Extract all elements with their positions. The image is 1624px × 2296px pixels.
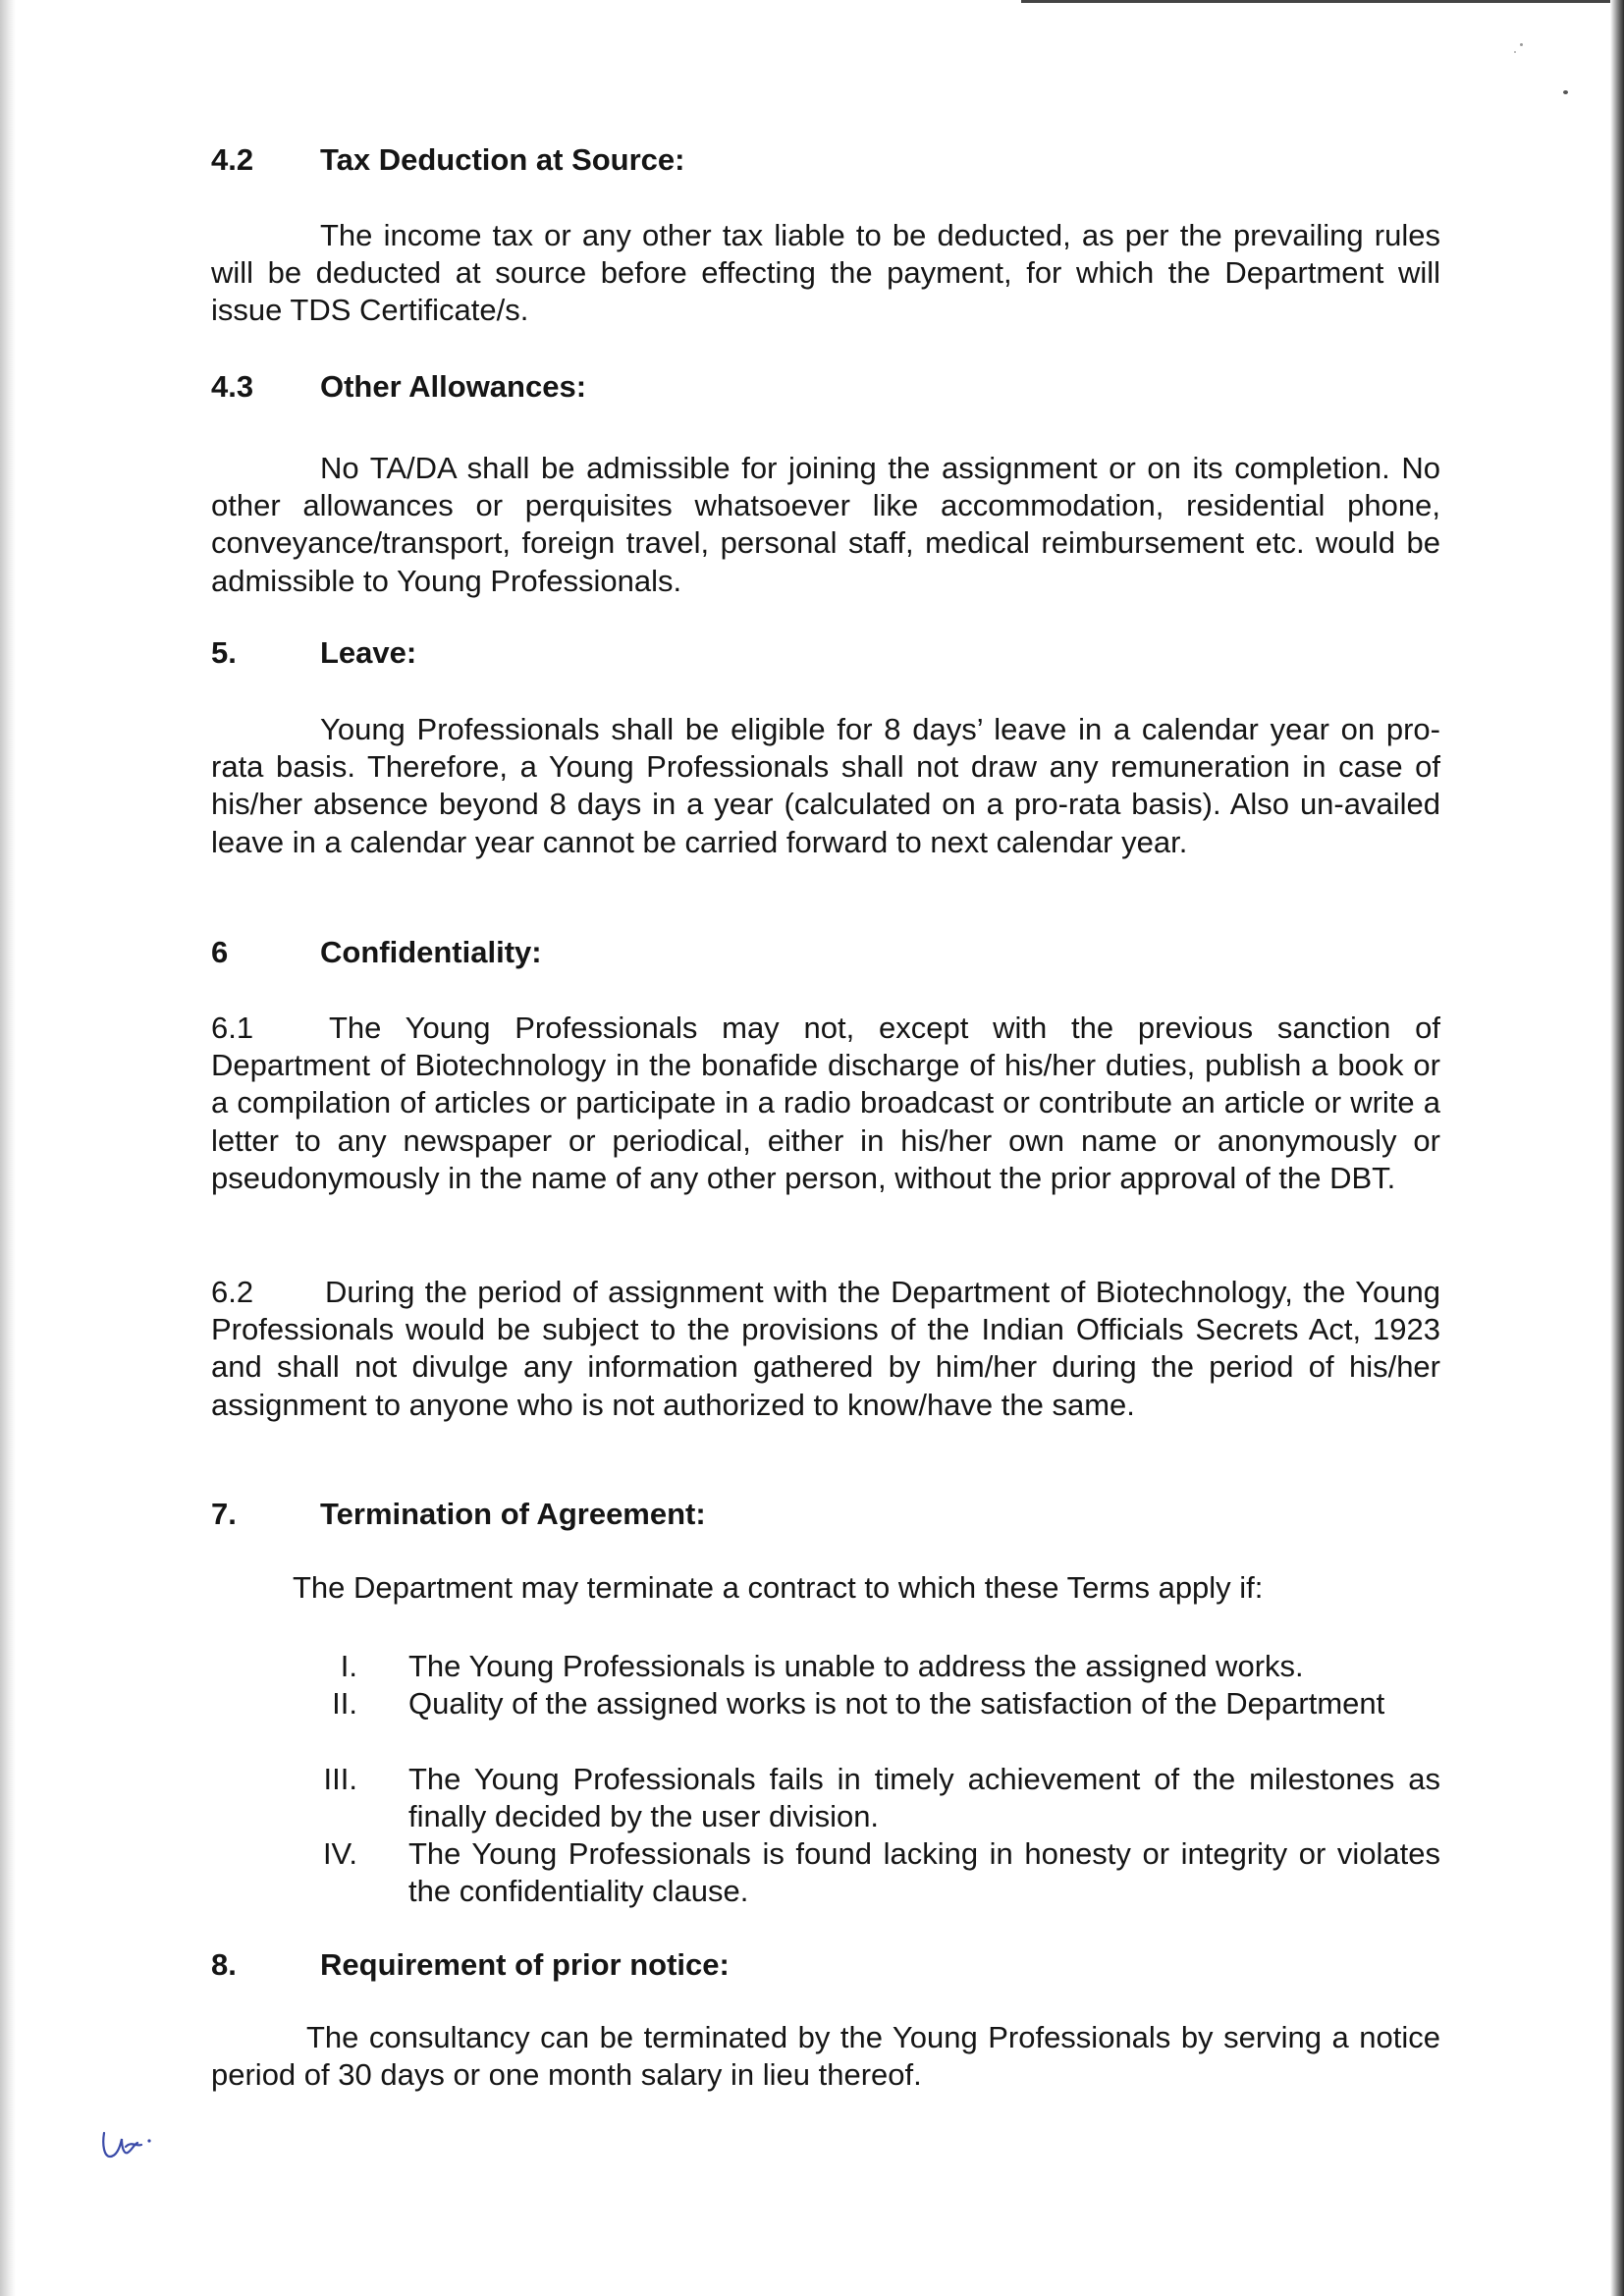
list-item-text: Quality of the assigned works is not to the satisfaction of the Department — [408, 1686, 1385, 1721]
section-number: 4.2 — [211, 142, 254, 177]
paragraph-text: The income tax or any other tax liable to be deducted, as per the prevailing rules will be deducted at source before effecting the payment, for which the Department will issue TDS Certificate/s. — [211, 218, 1440, 328]
section-title: Confidentiality: — [320, 935, 542, 969]
list-marker: III. — [323, 1762, 357, 1796]
list-marker: IV. — [322, 1836, 357, 1871]
section-title: Leave: — [320, 635, 417, 670]
clause-6-2 — [211, 1274, 1440, 1424]
section-number: 7. — [211, 1497, 237, 1531]
section-body-5 — [211, 711, 1440, 861]
list-item-text: The Young Professionals is found lacking in honesty or integrity or violates the confidentiality clause. — [408, 1836, 1440, 1909]
section-number: 6 — [211, 935, 229, 969]
list-item-text: The Young Professionals is unable to address the assigned works. — [408, 1649, 1304, 1683]
clause-number: 6.1 — [211, 1011, 254, 1045]
list-marker: I. — [340, 1649, 357, 1683]
section-body-4-2 — [211, 217, 1440, 330]
paragraph-text: During the period of assignment with the Department of Biotechnology, the Young Professionals would be subject to the provisions of the Indian Officials Secrets Act, 1923 and shall not divulge any information gathered by him/her during the period of his/her assignment to anyone who is not authorized to know/have the same. — [211, 1275, 1440, 1422]
list-item-text: The Young Professionals fails in timely achievement of the milestones as finally decided by the user division. — [408, 1762, 1440, 1834]
clause-6-1 — [211, 1010, 1440, 1197]
paragraph-text: The consultancy can be terminated by the Young Professionals by serving a notice period of 30 days or one month salary in lieu thereof. — [211, 2020, 1440, 2093]
list-marker: II. — [332, 1686, 357, 1721]
section-number: 8. — [211, 1947, 237, 1982]
paragraph-text: No TA/DA shall be admissible for joining the assignment or on its completion. No other allowances or perquisites whatsoever like accommodation, residential phone, conveyance/transport, foreign travel, personal staff, medical reimbursement etc. would be admissible to Young Professionals. — [211, 451, 1440, 598]
paragraph-text: Young Professionals shall be eligible for 8 days’ leave in a calendar year on pro-rata basis. Therefore, a Young Professionals shall not draw any remuneration in case of his/her absence beyond 8 days in a year (calculated on a pro-rata basis). Also un-availed leave in a calendar year cannot be carried forward to next calendar year. — [211, 712, 1440, 859]
section-title: Requirement of prior notice: — [320, 1947, 730, 1982]
section-body-8 — [211, 2019, 1440, 2094]
section-title: Termination of Agreement: — [320, 1497, 706, 1531]
handwritten-initials — [98, 2127, 157, 2162]
paragraph-text: The Young Professionals may not, except with the previous sanction of Department of Biotechnology in the bonafide discharge of his/her duties, publish a book or a compilation of articles or participate in a radio broadcast or contribute an article or write a letter to any newspaper or periodical, either in his/her own name or anonymously or pseudonymously in the name of any other person, without the prior approval of the DBT. — [211, 1011, 1440, 1195]
termination-intro: The Department may terminate a contract to which these Terms apply if: — [293, 1570, 1264, 1605]
section-number: 4.3 — [211, 369, 254, 404]
section-number: 5. — [211, 635, 237, 670]
clause-number: 6.2 — [211, 1275, 254, 1309]
section-title: Other Allowances: — [320, 369, 587, 404]
section-body-4-3 — [211, 450, 1440, 600]
section-title: Tax Deduction at Source: — [320, 142, 685, 177]
